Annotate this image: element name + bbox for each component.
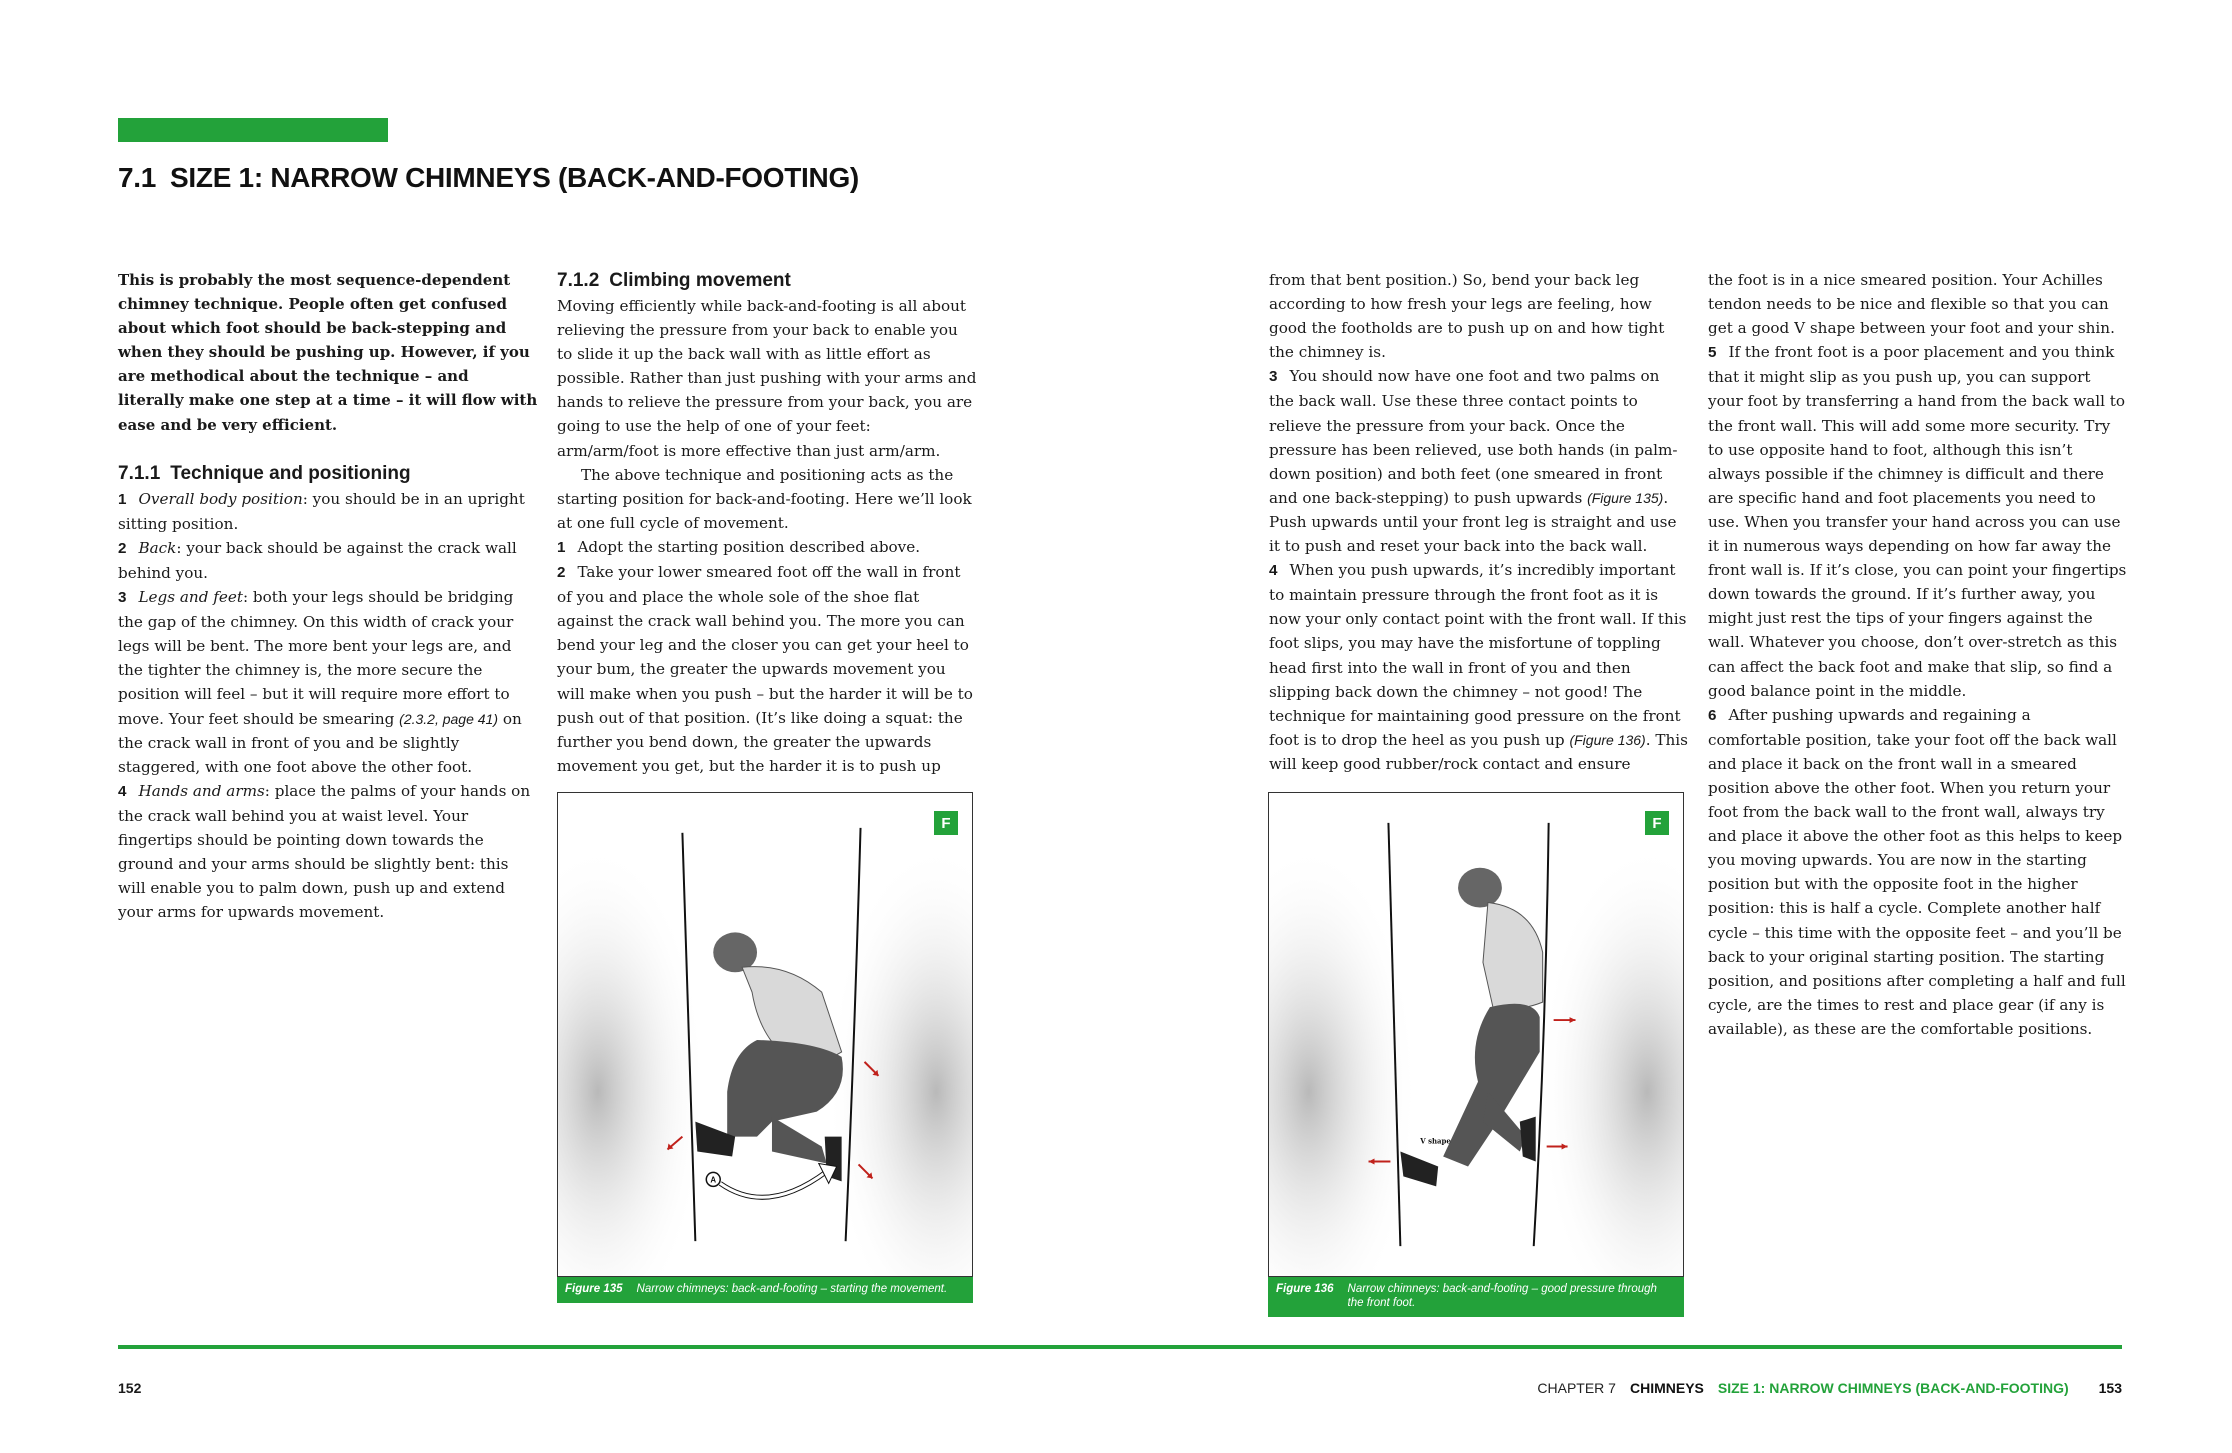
step-number: 4 <box>118 782 127 800</box>
figure-caption-136 <box>1268 1277 1684 1317</box>
list-item <box>1708 703 2128 1041</box>
step-number: 6 <box>1708 706 1717 724</box>
v-shape-label: V shape <box>1420 1136 1451 1146</box>
paragraph: Moving efficiently while back-and-footing is all about relieving the pressure from your back to enable you to slide it up the back wall with as little effort as possible. Rather than just pushing with your arms and hands to relieve the pressure from your back, you are going to use the help of one of your feet: arm/arm/foot is more effective than just arm/arm. <box>557 297 977 460</box>
figure-badge-icon: F <box>934 811 958 835</box>
step-term: Back <box>138 538 177 557</box>
figure-badge-icon: F <box>1645 811 1669 835</box>
page-number-right: 153 <box>2098 1380 2122 1396</box>
paragraph: The above technique and positioning acts as the starting position for back-and-footing. Here we’ll look at one full cycle of movement. <box>557 465 972 532</box>
paragraph: from that bent position.) So, bend your back leg according to how fresh your legs are feeling, how good the footholds are to push up on and how tight the chimney is. <box>1269 271 1665 362</box>
figure-label: Figure 136 <box>1276 1283 1334 1295</box>
subsection-heading-climbing <box>557 268 977 294</box>
figure-caption-135 <box>557 1277 973 1303</box>
step-text: . Push upwards until your front leg is straight and use it to push and reset your back into the back wall. <box>1269 488 1677 556</box>
step-text: : your back should be against the crack wall behind you. <box>118 538 517 582</box>
step-text: : place the palms of your hands on the crack wall behind you at waist level. Your fingertips should be pointing down towards the ground and your arms should be slightly bent: this will enable you to palm down, push up and extend your arms for upwards movement. <box>118 781 531 922</box>
step-term: Overall body position <box>138 489 303 508</box>
list-item <box>557 560 977 778</box>
figure-reference-link[interactable]: (Figure 136) <box>1569 731 1646 748</box>
paragraph: the foot is in a nice smeared position. Your Achilles tendon needs to be nice and flexible so that you can get a good V shape between your foot and your shin. <box>1708 271 2115 338</box>
footer-rule <box>118 1345 2122 1349</box>
step-text: If the front foot is a poor placement and you think that it might slip as you push up, you can support your foot by transferring a hand from the back wall to the front wall. This will add some more security. Try to use opposite hand to foot, although this isn’t always possible if the chimney is difficult and there are specific hand and foot placements you need to use. When you transfer your hand across you can use it in numerous ways depending on how far away the front wall is. If it’s close, you can point your fingertips down towards the ground. If it’s further away, you might just rest the tips of your fingers against the wall. Whatever you choose, don’t over-stretch as this can affect the back foot and make that slip, so find a good balance point in the middle. <box>1708 343 2127 700</box>
subsection-heading-technique <box>118 461 538 487</box>
step-number: 5 <box>1708 344 1717 362</box>
intro-paragraph: This is probably the most sequence-dependent chimney technique. People often get confused about which foot should be back-stepping and when they should be pushing up. However, if you are methodical about the technique – and literally make one step at a time – it will flow with ease and be very efficient. <box>118 271 538 434</box>
step-number: 2 <box>118 539 127 557</box>
running-section-title: SIZE 1: NARROW CHIMNEYS (BACK-AND-FOOTING) <box>1717 1380 2069 1396</box>
subsection-number: 7.1.1 <box>118 462 161 484</box>
subsection-title: Technique and positioning <box>170 462 411 484</box>
step-text: : both your legs should be bridging the gap of the chimney. On this width of crack your legs will be bent. The more bent your legs are, and the tighter the chimney is, the more secure the position will feel – but it will require more effort to move. Your feet should be smearing <box>118 588 514 728</box>
step-text: After pushing upwards and regaining a comfortable position, take your foot off the back wall and place it back on the front wall in a smeared position above the other foot. When you return your foot from the back wall to the front wall, always try and place it above the other foot as this helps to keep you moving upwards. You are now in the starting position but with the opposite foot in the higher position: this is half a cycle. Complete another half cycle – this time with the opposite feet – and you’ll be back to your original starting position. The starting position, and positions after completing a half and full cycle, are the times to rest and place gear (if any is available), as these are the comfortable positions. <box>1708 705 2126 1038</box>
list-item <box>118 779 538 925</box>
step-text: on the crack wall in front of you and be slightly staggered, with one foot above the other foot. <box>118 709 522 776</box>
figure-label: Figure 135 <box>565 1283 623 1295</box>
step-number: 4 <box>1269 562 1278 580</box>
step-text: You should now have one foot and two palms on the back wall. Use these three contact points to relieve the pressure from your back. Once the pressure has been relieved, use both hands (in palm-down position) and both feet (one smeared in front and one back-stepping) to push upwards <box>1269 367 1678 507</box>
step-number: 3 <box>1269 368 1278 386</box>
figure-reference-link[interactable]: (Figure 135) <box>1587 489 1664 506</box>
list-item <box>118 487 538 536</box>
page-number-left: 152 <box>118 1380 142 1396</box>
step-text: Adopt the starting position described above. <box>577 537 921 556</box>
section-color-bar <box>118 118 388 142</box>
step-text: Take your lower smeared foot off the wall in front of you and place the whole sole of the shoe flat against the crack wall behind you. The more you can bend your leg and the closer you can get your heel to your bum, the greater the upwards movement you will make when you push – but the harder it will be to push out of that position. (It’s like doing a squat: the further you bend down, the greater the upwards movement you get, but the harder it is to push up <box>557 563 973 775</box>
step-text: . This will keep good rubber/rock contact and ensure <box>1269 730 1688 773</box>
section-title-text: SIZE 1: NARROW CHIMNEYS (BACK-AND-FOOTING) <box>170 162 859 193</box>
subsection-title: Climbing movement <box>609 270 791 291</box>
subsection-number: 7.1.2 <box>557 270 600 291</box>
list-item <box>557 535 977 560</box>
step-number: 2 <box>557 564 566 582</box>
figure-135 <box>557 792 973 1277</box>
chimney-illustration-pressure <box>1269 793 1683 1276</box>
chapter-name: CHIMNEYS <box>1629 1380 1704 1396</box>
column-4 <box>1708 268 2128 1041</box>
cross-reference-link[interactable]: (2.3.2, page 41) <box>399 710 499 727</box>
list-item <box>118 536 538 585</box>
step-term: Hands and arms <box>138 781 265 800</box>
step-number: 1 <box>118 490 127 508</box>
step-term: Legs and feet <box>138 588 243 607</box>
step-text: When you push upwards, it’s incredibly important to maintain pressure through the front foot as it is now your only contact point with the front wall. If this foot slips, you may have the misfortune of toppling head first into the wall in front of you and then slipping back down the chimney – not good! The technique for maintaining good pressure on the front foot is to drop the heel as you push up <box>1269 561 1687 749</box>
step-number: 3 <box>118 589 127 607</box>
column-3 <box>1269 268 1689 776</box>
chapter-label: CHAPTER 7 <box>1537 1380 1616 1396</box>
step-text: : you should be in an upright sitting position. <box>118 489 525 533</box>
list-item <box>1269 558 1689 776</box>
annotation-a: A <box>710 1175 717 1185</box>
section-title <box>118 162 859 194</box>
list-item <box>118 585 538 779</box>
chimney-illustration-start <box>558 793 972 1276</box>
column-2 <box>557 268 977 778</box>
list-item <box>1269 364 1689 558</box>
figure-136 <box>1268 792 1684 1277</box>
figure-caption-text: Narrow chimneys: back-and-footing – good pressure through the front foot. <box>1347 1283 1657 1309</box>
list-item <box>1708 340 2128 702</box>
section-number: 7.1 <box>118 162 157 193</box>
column-1 <box>118 268 538 924</box>
step-number: 1 <box>557 538 566 556</box>
running-footer <box>1537 1380 2122 1396</box>
figure-caption-text: Narrow chimneys: back-and-footing – starting the movement. <box>636 1283 948 1295</box>
